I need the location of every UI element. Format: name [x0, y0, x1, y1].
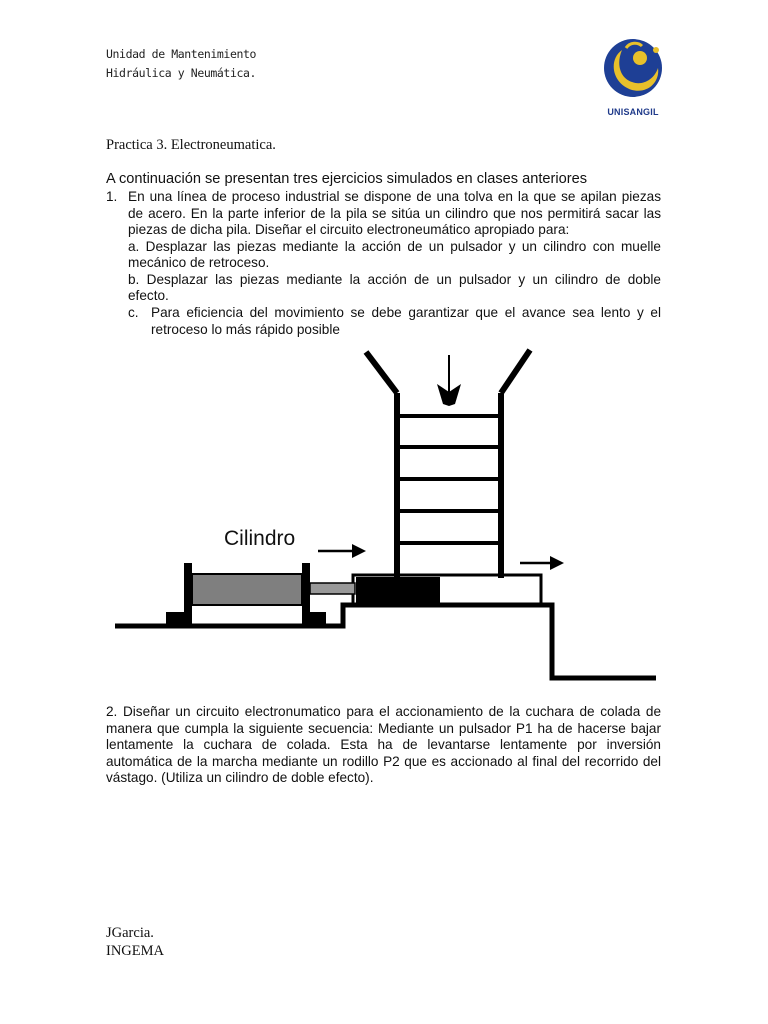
footer-author: JGarcia. — [106, 925, 154, 941]
exercise-2-line: vástago. (Utiliza un cilindro de doble efecto). — [106, 770, 374, 785]
header-unit-line: Unidad de Mantenimiento — [106, 47, 257, 61]
option-a-line: mecánico de retroceso. — [128, 255, 270, 270]
cylinder-label: Cilindro — [224, 527, 296, 550]
footer-org: INGEMA — [106, 943, 164, 959]
cylinder-foot — [302, 612, 326, 626]
exercise-1-number: 1. — [106, 189, 118, 204]
intro-text: A continuación se presentan tres ejercicios simulados en clases anteriores — [106, 171, 588, 187]
exercise-1-line: piezas de dicha pila. Diseñar el circuito electroneumático apropiado para: — [128, 222, 570, 237]
hopper-right-wall — [501, 350, 530, 393]
option-c-line: Para eficiencia del movimiento se debe garantizar que el avance sea lento y el — [151, 305, 661, 320]
exercise-2-line: automática de la marcha mediante un rodillo P2 que es accionado al final del recorrido del — [106, 753, 661, 769]
practice-title: Practica 3. Electroneumatica. — [106, 137, 276, 153]
base-outline — [115, 605, 656, 678]
exercise-2-statement — [106, 704, 661, 787]
unisangil-logo — [600, 36, 666, 116]
option-b-line: b. Desplazar las piezas mediante la acción de un pulsador y un cilindro de doble — [128, 271, 661, 287]
exercise-1-statement — [128, 189, 661, 305]
option-c-label: c. — [128, 305, 139, 320]
cylinder-barrel — [192, 574, 302, 605]
exit-arrow-head — [550, 556, 564, 570]
exercise-2-line: 2. Diseñar un circuito electronumatico para el accionamiento de la cuchara de colada de — [106, 704, 661, 719]
cylinder-foot — [166, 612, 192, 626]
exercise-1-line: de acero. En la parte inferior de la pila se sitúa un cilindro que nos permitirá sacar las — [128, 205, 661, 221]
exercise-2-line: lentamente la cuchara de colada. Esta ha de levantarse lentamente por inversión — [106, 737, 661, 752]
cylinder-arrow-head — [352, 544, 366, 558]
piston-rod — [310, 583, 355, 594]
pushed-piece — [356, 577, 440, 603]
hopper-left-wall — [366, 352, 397, 393]
logo-wordmark: UNISANGIL — [607, 107, 659, 117]
option-c-text — [151, 305, 661, 338]
option-b-line: efecto. — [128, 288, 169, 303]
hopper-cylinder-diagram — [0, 340, 768, 690]
exercise-1-line: En una línea de proceso industrial se dispone de una tolva en la que se apilan piezas — [128, 189, 661, 204]
option-a-line: a. Desplazar las piezas mediante la acción de un pulsador y un cilindro con muelle — [128, 238, 661, 254]
header-subject-line: Hidráulica y Neumática. — [106, 66, 257, 80]
exercise-2-line: manera que cumpla la siguiente secuencia: Mediante un pulsador P1 ha de hacerse bajar — [106, 720, 661, 736]
option-c-line: retroceso lo más rápido posible — [151, 321, 340, 337]
